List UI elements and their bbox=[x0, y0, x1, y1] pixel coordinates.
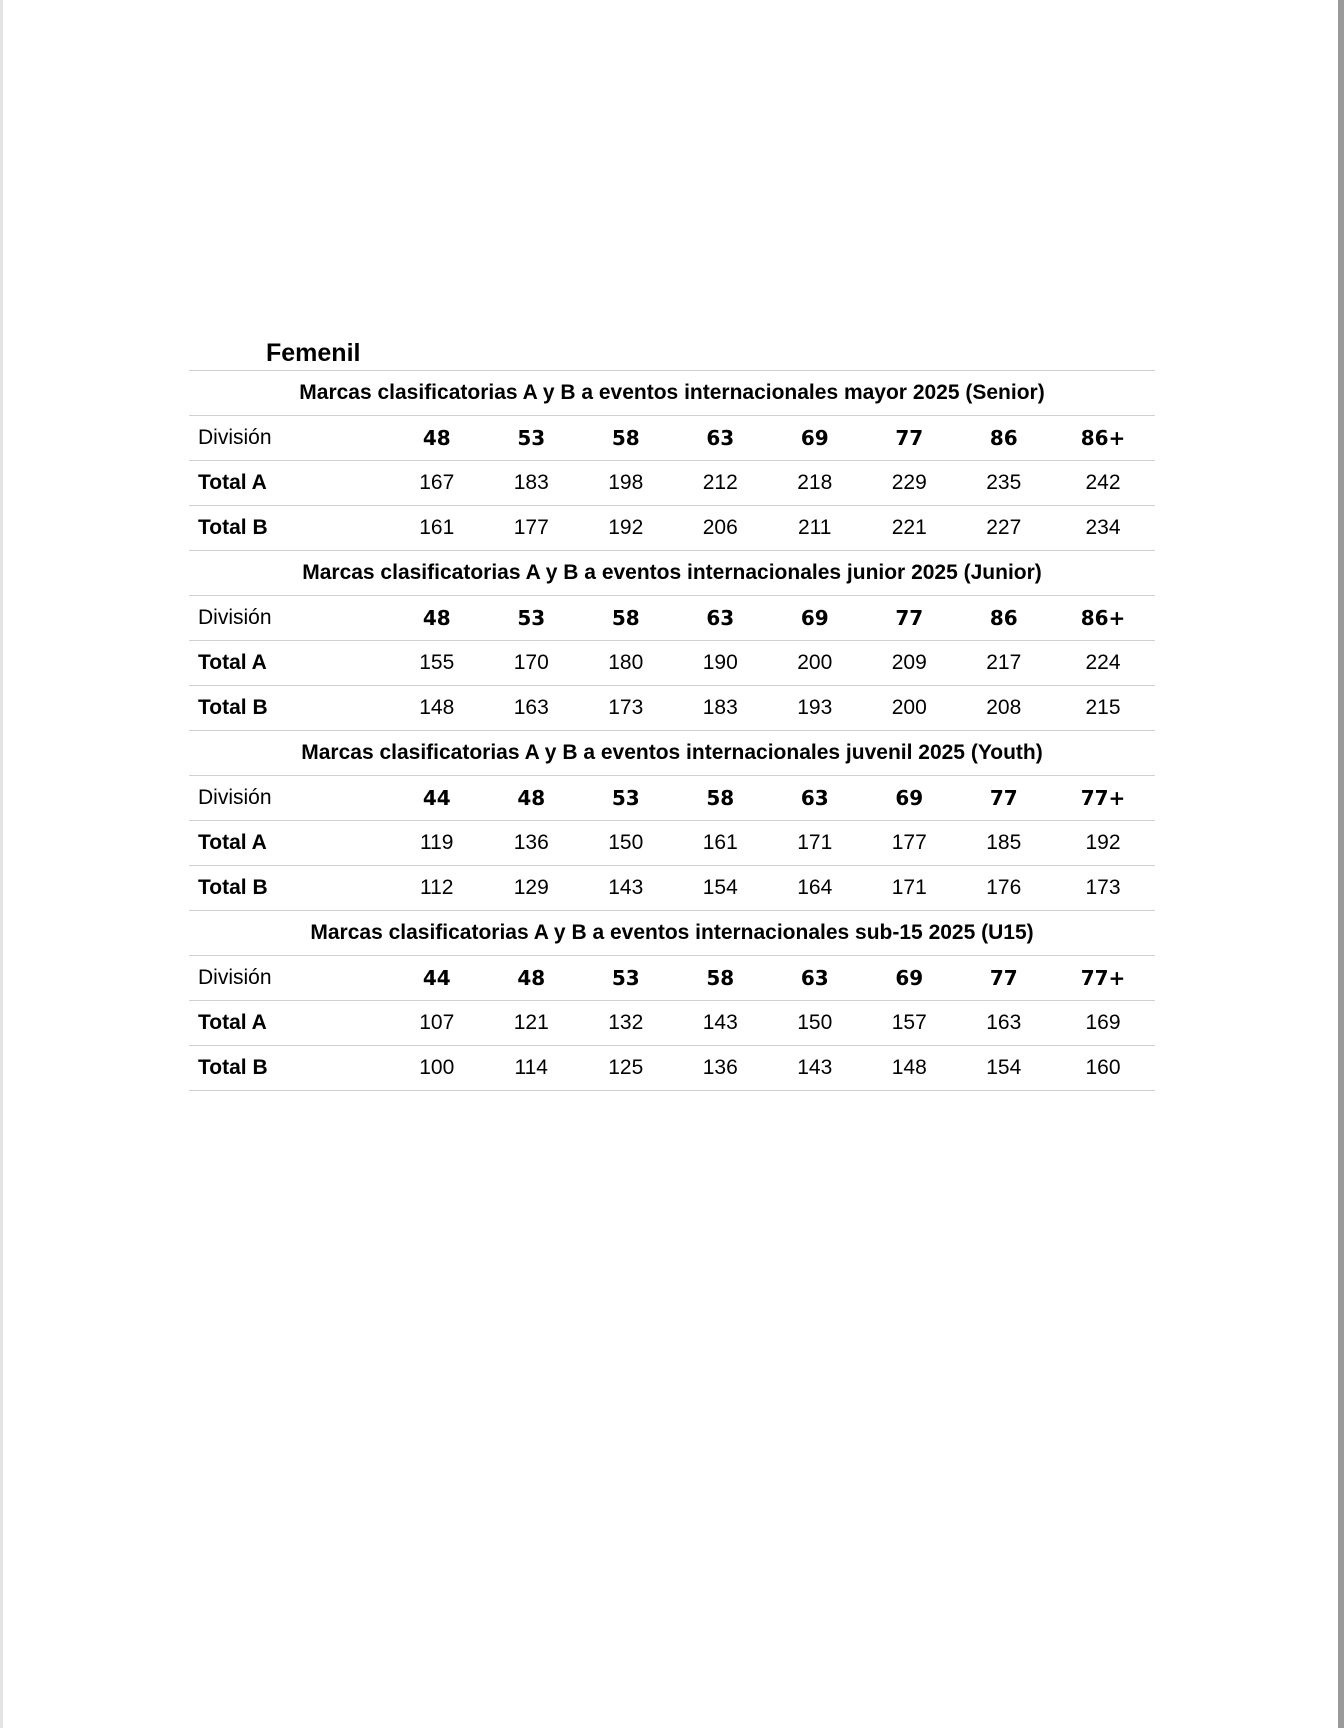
table-row bbox=[189, 1001, 1155, 1046]
value-cell: 112 bbox=[420, 876, 454, 899]
division-cell: 69 bbox=[800, 606, 829, 630]
value-cell: 193 bbox=[797, 696, 833, 719]
value-cell: 121 bbox=[513, 1011, 549, 1034]
division-label: División bbox=[198, 966, 272, 989]
division-cell: 77 bbox=[895, 426, 924, 450]
table-row bbox=[189, 461, 1155, 506]
value-cell: 235 bbox=[986, 471, 1022, 494]
division-cell: 53 bbox=[611, 966, 640, 990]
division-cell: 58 bbox=[611, 606, 640, 630]
value-cell: 150 bbox=[608, 831, 644, 854]
value-cell: 169 bbox=[1085, 1011, 1121, 1034]
page-edge-left bbox=[0, 0, 3, 1728]
division-cell: 58 bbox=[611, 426, 640, 450]
table-row bbox=[189, 821, 1155, 866]
division-cell: 58 bbox=[706, 786, 735, 810]
division-label: División bbox=[198, 426, 272, 449]
division-cell: 44 bbox=[422, 966, 451, 990]
table-row bbox=[189, 641, 1155, 686]
row-label: Total B bbox=[198, 876, 268, 899]
value-cell: 136 bbox=[702, 1056, 738, 1079]
division-cell: 48 bbox=[517, 786, 546, 810]
value-cell: 173 bbox=[608, 696, 644, 719]
value-cell: 209 bbox=[891, 651, 927, 674]
value-cell: 234 bbox=[1085, 516, 1121, 539]
value-cell: 242 bbox=[1085, 471, 1121, 494]
value-cell: 132 bbox=[608, 1011, 644, 1034]
row-label: Total A bbox=[198, 831, 267, 854]
value-cell: 161 bbox=[419, 516, 455, 539]
division-label: División bbox=[198, 786, 272, 809]
row-label: Total A bbox=[198, 471, 267, 494]
value-cell: 208 bbox=[986, 696, 1022, 719]
value-cell: 185 bbox=[986, 831, 1022, 854]
value-cell: 154 bbox=[702, 876, 738, 899]
value-cell: 107 bbox=[419, 1011, 455, 1034]
section-title: Marcas clasificatorias A y B a eventos internacionales junior 2025 (Junior) bbox=[189, 551, 1155, 596]
row-label: Total A bbox=[198, 651, 267, 674]
division-cell: 44 bbox=[422, 786, 451, 810]
table-row bbox=[189, 506, 1155, 551]
value-cell: 150 bbox=[797, 1011, 833, 1034]
value-cell: 164 bbox=[797, 876, 833, 899]
value-cell: 129 bbox=[513, 876, 549, 899]
value-cell: 154 bbox=[986, 1056, 1022, 1079]
value-cell: 100 bbox=[419, 1056, 455, 1079]
value-cell: 155 bbox=[419, 651, 455, 674]
division-cell: 63 bbox=[800, 966, 829, 990]
value-cell: 200 bbox=[797, 651, 833, 674]
value-cell: 192 bbox=[608, 516, 644, 539]
value-cell: 143 bbox=[608, 876, 644, 899]
row-label: Total A bbox=[198, 1011, 267, 1034]
value-cell: 221 bbox=[891, 516, 927, 539]
table-section bbox=[189, 911, 1155, 1091]
division-cell: 69 bbox=[800, 426, 829, 450]
value-cell: 161 bbox=[702, 831, 738, 854]
value-cell: 183 bbox=[702, 696, 738, 719]
table-section bbox=[189, 551, 1155, 731]
division-cell: 53 bbox=[517, 426, 546, 450]
division-cell: 77 bbox=[895, 606, 924, 630]
value-cell: 157 bbox=[891, 1011, 927, 1034]
value-cell: 125 bbox=[608, 1056, 644, 1079]
value-cell: 148 bbox=[891, 1056, 927, 1079]
section-title: Marcas clasificatorias A y B a eventos internacionales mayor 2025 (Senior) bbox=[189, 371, 1155, 416]
division-cell: 63 bbox=[800, 786, 829, 810]
division-cell: 77 bbox=[989, 966, 1018, 990]
value-cell: 212 bbox=[702, 471, 738, 494]
value-cell: 177 bbox=[891, 831, 927, 854]
page-edge-right bbox=[1338, 0, 1344, 1728]
division-cell: 77 bbox=[989, 786, 1018, 810]
division-cell: 69 bbox=[895, 966, 924, 990]
division-cell: 77+ bbox=[1080, 786, 1126, 810]
value-cell: 190 bbox=[702, 651, 738, 674]
value-cell: 218 bbox=[797, 471, 833, 494]
value-cell: 167 bbox=[419, 471, 455, 494]
value-cell: 217 bbox=[986, 651, 1022, 674]
division-cell: 86 bbox=[989, 606, 1018, 630]
value-cell: 211 bbox=[798, 516, 832, 539]
value-cell: 171 bbox=[891, 876, 927, 899]
row-label: Total B bbox=[198, 696, 268, 719]
division-cell: 53 bbox=[611, 786, 640, 810]
division-cell: 63 bbox=[706, 606, 735, 630]
value-cell: 224 bbox=[1085, 651, 1121, 674]
value-cell: 173 bbox=[1085, 876, 1121, 899]
division-cell: 48 bbox=[422, 426, 451, 450]
value-cell: 171 bbox=[797, 831, 833, 854]
division-cell: 48 bbox=[517, 966, 546, 990]
section-title: Marcas clasificatorias A y B a eventos internacionales sub-15 2025 (U15) bbox=[189, 911, 1155, 956]
value-cell: 227 bbox=[986, 516, 1022, 539]
division-cell: 63 bbox=[706, 426, 735, 450]
division-header-row bbox=[189, 596, 1155, 641]
division-cell: 48 bbox=[422, 606, 451, 630]
value-cell: 192 bbox=[1085, 831, 1121, 854]
value-cell: 170 bbox=[513, 651, 549, 674]
row-label: Total B bbox=[198, 1056, 268, 1079]
division-header-row bbox=[189, 776, 1155, 821]
division-cell: 77+ bbox=[1080, 966, 1126, 990]
division-label: División bbox=[198, 606, 272, 629]
tables-container bbox=[189, 371, 1155, 1091]
value-cell: 160 bbox=[1085, 1056, 1121, 1079]
value-cell: 200 bbox=[891, 696, 927, 719]
value-cell: 206 bbox=[702, 516, 738, 539]
value-cell: 114 bbox=[514, 1056, 548, 1079]
table-section bbox=[189, 731, 1155, 911]
division-header-row bbox=[189, 956, 1155, 1001]
table-section bbox=[189, 371, 1155, 551]
value-cell: 229 bbox=[891, 471, 927, 494]
row-label: Total B bbox=[198, 516, 268, 539]
value-cell: 148 bbox=[419, 696, 455, 719]
value-cell: 183 bbox=[513, 471, 549, 494]
division-cell: 86 bbox=[989, 426, 1018, 450]
division-header-row bbox=[189, 416, 1155, 461]
value-cell: 143 bbox=[797, 1056, 833, 1079]
value-cell: 176 bbox=[986, 876, 1022, 899]
value-cell: 119 bbox=[420, 831, 454, 854]
table-row bbox=[189, 686, 1155, 731]
value-cell: 143 bbox=[702, 1011, 738, 1034]
value-cell: 180 bbox=[608, 651, 644, 674]
qualifying-marks-sheet bbox=[189, 336, 1155, 1091]
page-title: Femenil bbox=[189, 336, 1155, 371]
table-row bbox=[189, 1046, 1155, 1091]
division-cell: 58 bbox=[706, 966, 735, 990]
value-cell: 136 bbox=[513, 831, 549, 854]
table-row bbox=[189, 866, 1155, 911]
value-cell: 177 bbox=[513, 516, 549, 539]
section-title: Marcas clasificatorias A y B a eventos internacionales juvenil 2025 (Youth) bbox=[189, 731, 1155, 776]
division-cell: 69 bbox=[895, 786, 924, 810]
value-cell: 215 bbox=[1085, 696, 1121, 719]
value-cell: 163 bbox=[513, 696, 549, 719]
division-cell: 86+ bbox=[1080, 426, 1126, 450]
division-cell: 86+ bbox=[1080, 606, 1126, 630]
value-cell: 198 bbox=[608, 471, 644, 494]
division-cell: 53 bbox=[517, 606, 546, 630]
value-cell: 163 bbox=[986, 1011, 1022, 1034]
